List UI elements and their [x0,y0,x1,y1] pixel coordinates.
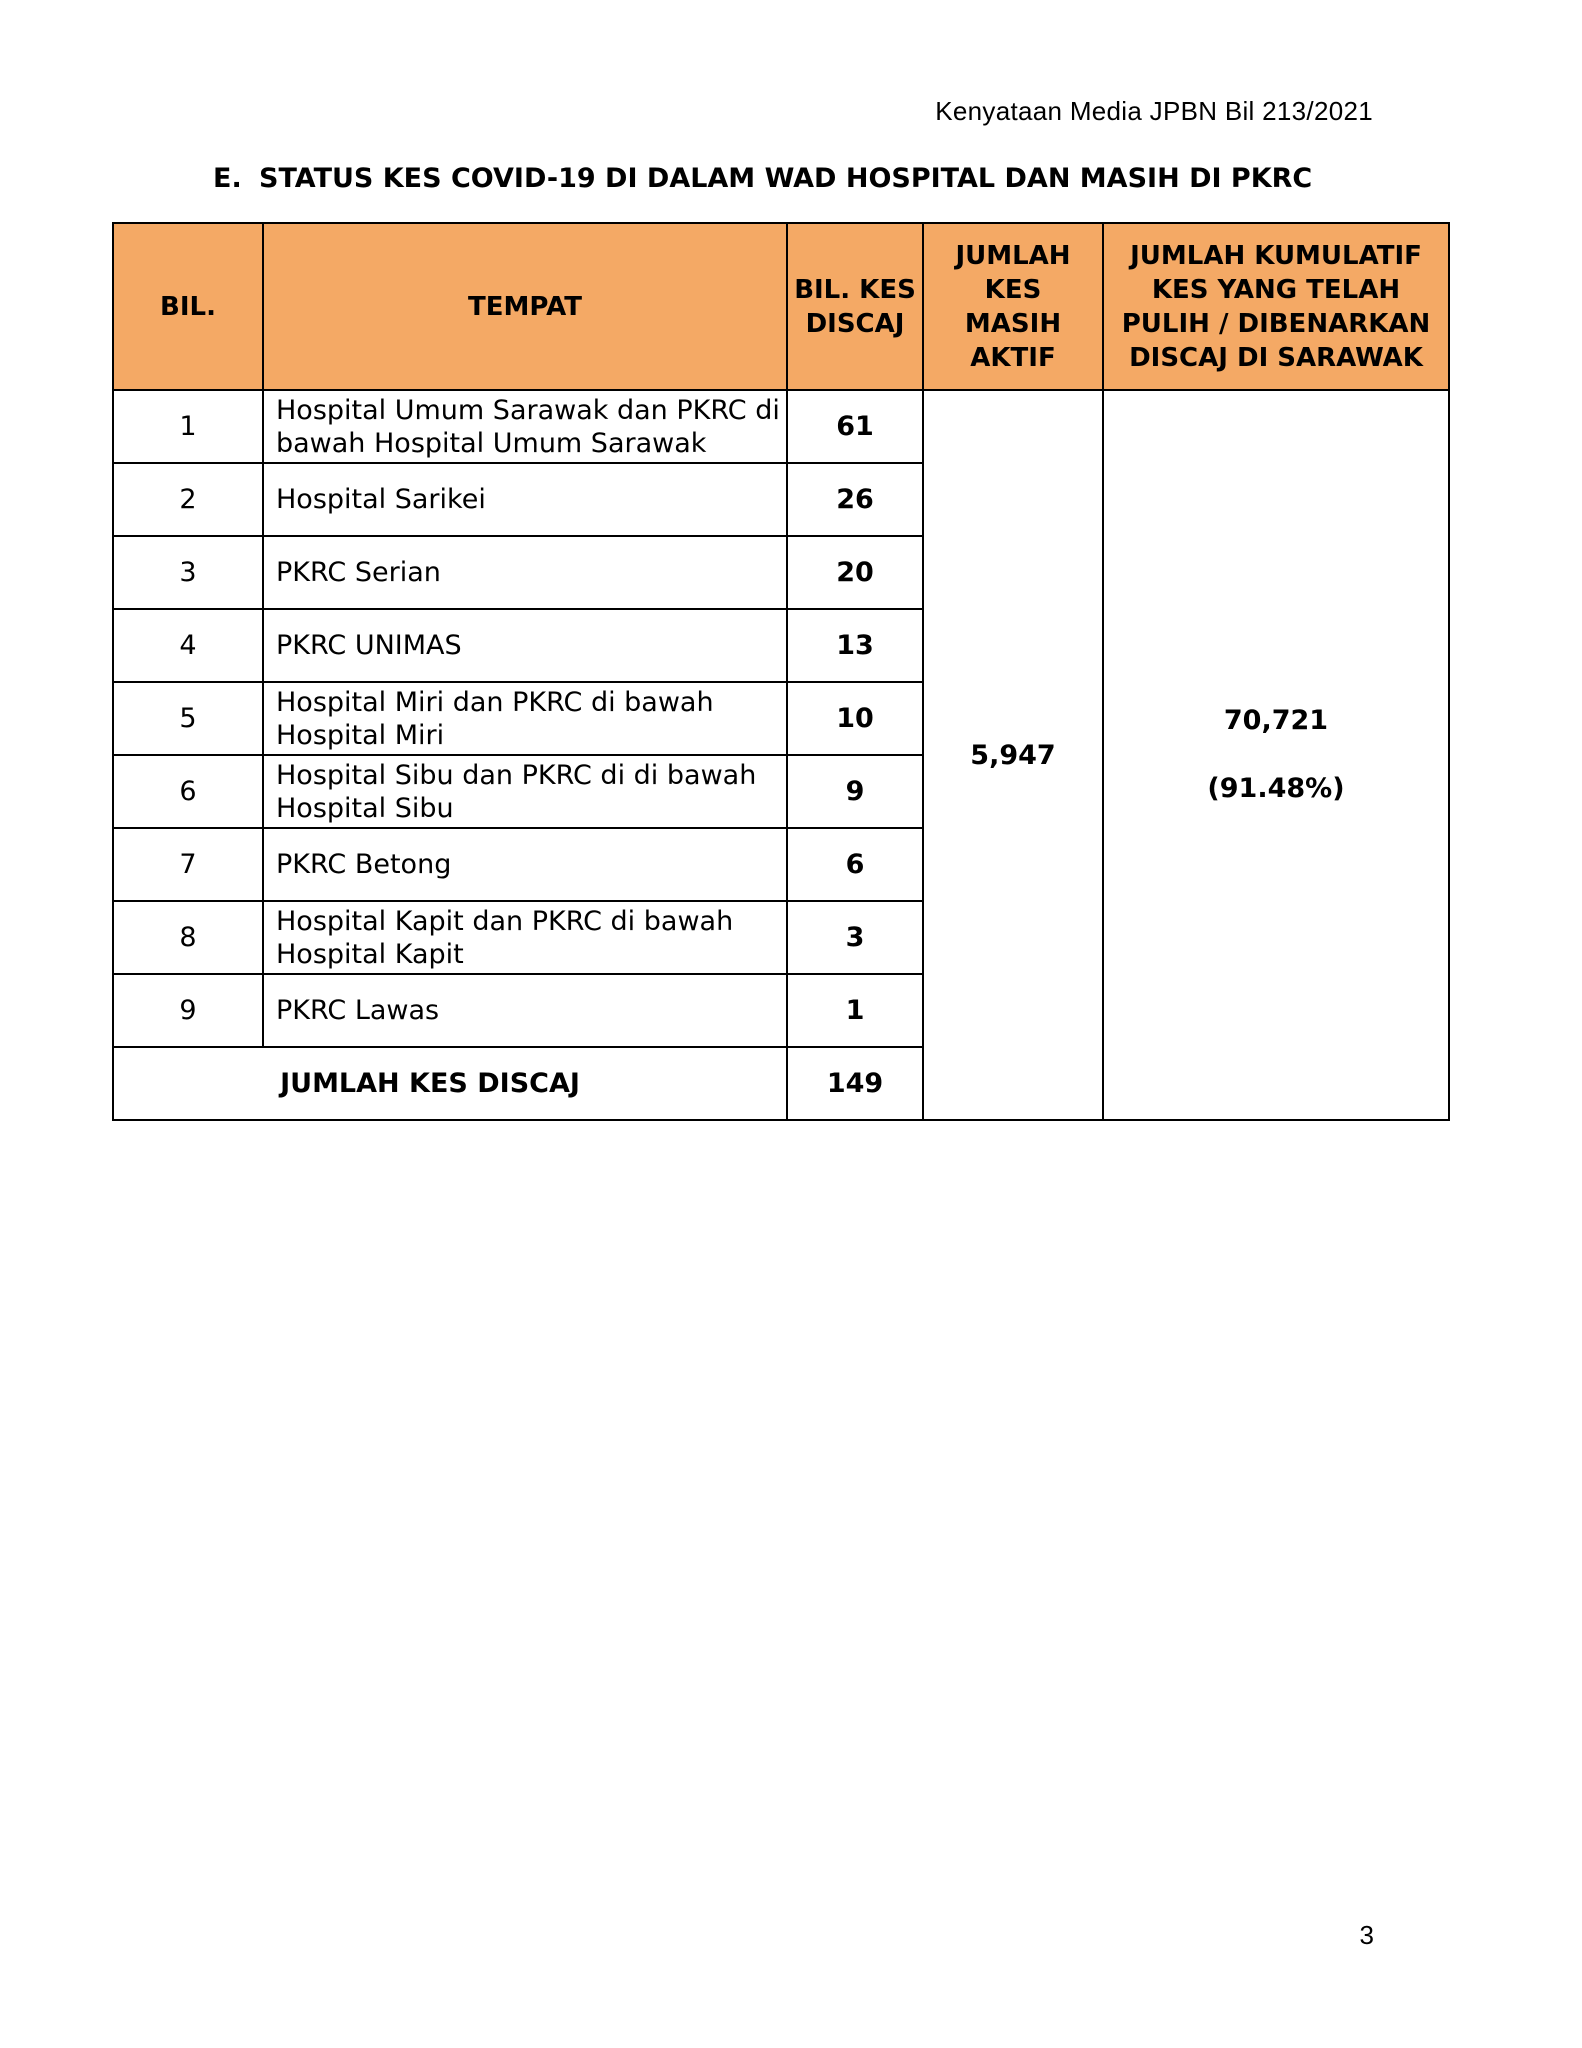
row-discaj: 1 [787,974,923,1047]
row-bil: 1 [113,390,263,463]
row-bil: 9 [113,974,263,1047]
row-bil: 6 [113,755,263,828]
table-row [113,390,1449,463]
total-label: JUMLAH KES DISCAJ [113,1047,787,1120]
table-header-row [113,223,1449,390]
row-bil: 5 [113,682,263,755]
row-tempat: Hospital Sarikei [263,463,787,536]
row-tempat: PKRC UNIMAS [263,609,787,682]
row-tempat: Hospital Umum Sarawak dan PKRC di bawah Hospital Umum Sarawak [263,390,787,463]
row-tempat: Hospital Kapit dan PKRC di bawah Hospital Kapit [263,901,787,974]
row-discaj: 3 [787,901,923,974]
header-bil-kes-discaj: BIL. KES DISCAJ [787,223,923,390]
header-jumlah-kes-masih-aktif: JUMLAH KES MASIH AKTIF [923,223,1103,390]
row-tempat: Hospital Miri dan PKRC di bawah Hospital Miri [263,682,787,755]
row-discaj: 13 [787,609,923,682]
total-value: 149 [787,1047,923,1120]
row-discaj: 6 [787,828,923,901]
row-discaj: 20 [787,536,923,609]
row-tempat: PKRC Lawas [263,974,787,1047]
section-title [213,163,1312,194]
row-bil: 8 [113,901,263,974]
row-discaj: 9 [787,755,923,828]
jumlah-kes-masih-aktif-value: 5,947 [923,390,1103,1120]
document-reference: Kenyataan Media JPBN Bil 213/2021 [935,96,1373,126]
row-tempat: PKRC Serian [263,536,787,609]
row-bil: 3 [113,536,263,609]
row-tempat: Hospital Sibu dan PKRC di di bawah Hospital Sibu [263,755,787,828]
header-tempat: TEMPAT [263,223,787,390]
jumlah-kumulatif-cell [1103,390,1449,1120]
section-letter: E. [213,163,242,194]
page-number: 3 [1359,1920,1374,1950]
row-discaj: 10 [787,682,923,755]
section-title-text: STATUS KES COVID-19 DI DALAM WAD HOSPITAL DAN MASIH DI PKRC [259,163,1313,194]
row-bil: 2 [113,463,263,536]
row-discaj: 26 [787,463,923,536]
row-discaj: 61 [787,390,923,463]
jumlah-kumulatif-percent: (91.48%) [1207,773,1345,804]
row-tempat: PKRC Betong [263,828,787,901]
covid-status-table [112,222,1450,1121]
jumlah-kumulatif-value: 70,721 [1223,705,1329,736]
row-bil: 7 [113,828,263,901]
row-bil: 4 [113,609,263,682]
header-jumlah-kumulatif: JUMLAH KUMULATIF KES YANG TELAH PULIH / DIBENARKAN DISCAJ DI SARAWAK [1103,223,1449,390]
header-bil: BIL. [113,223,263,390]
